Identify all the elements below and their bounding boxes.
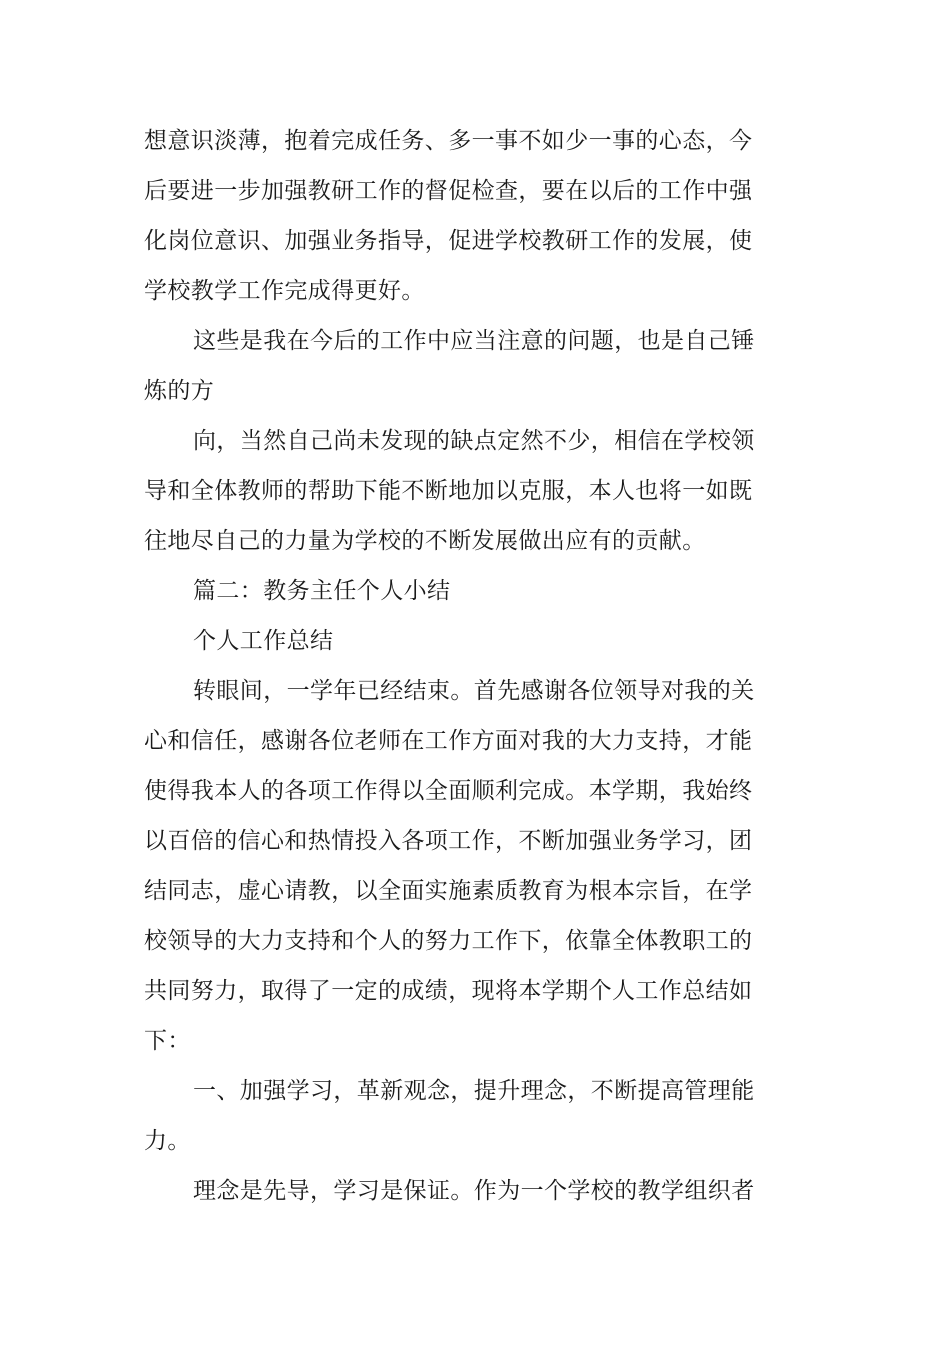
text-line: 后要进一步加强教研工作的督促检查，要在以后的工作中强 — [144, 178, 753, 204]
text-line: 下： — [144, 1028, 191, 1054]
text-line: 以百倍的信心和热情投入各项工作，不断加强业务学习，团 — [144, 828, 753, 854]
text-line: 使得我本人的各项工作得以全面顺利完成。本学期，我始终 — [144, 778, 753, 804]
text-line: 校领导的大力支持和个人的努力工作下，依靠全体教职工的 — [144, 928, 753, 954]
text-line: 炼的方 — [144, 378, 215, 404]
text-line: 化岗位意识、加强业务指导，促进学校教研工作的发展，使 — [144, 228, 753, 254]
text-line: 导和全体教师的帮助下能不断地加以克服，本人也将一如既 — [144, 478, 753, 504]
text-line: 想意识淡薄，抱着完成任务、多一事不如少一事的心态，今 — [144, 128, 753, 154]
text-line: 结同志，虚心请教，以全面实施素质教育为根本宗旨，在学 — [144, 878, 753, 904]
paragraph-start-line: 这些是我在今后的工作中应当注意的问题，也是自己锤 — [193, 328, 755, 354]
text-line: 心和信任，感谢各位老师在工作方面对我的大力支持，才能 — [144, 728, 753, 754]
text-line: 共同努力，取得了一定的成绩，现将本学期个人工作总结如 — [144, 978, 753, 1004]
text-line: 往地尽自己的力量为学校的不断发展做出应有的贡献。 — [144, 528, 706, 554]
paragraph-start-line: 理念是先导，学习是保证。作为一个学校的教学组织者 — [193, 1178, 755, 1204]
paragraph-start-line: 向，当然自己尚未发现的缺点定然不少，相信在学校领 — [193, 428, 755, 454]
text-line: 学校教学工作完成得更好。 — [144, 278, 425, 304]
section-heading: 篇二：教务主任个人小结 — [193, 578, 451, 604]
text-line: 力。 — [144, 1128, 191, 1154]
section-heading: 一、加强学习，革新观念，提升理念，不断提高管理能 — [193, 1078, 755, 1104]
paragraph-start-line: 转眼间，一学年已经结束。首先感谢各位领导对我的关 — [193, 678, 755, 704]
document-title: 个人工作总结 — [193, 628, 334, 654]
